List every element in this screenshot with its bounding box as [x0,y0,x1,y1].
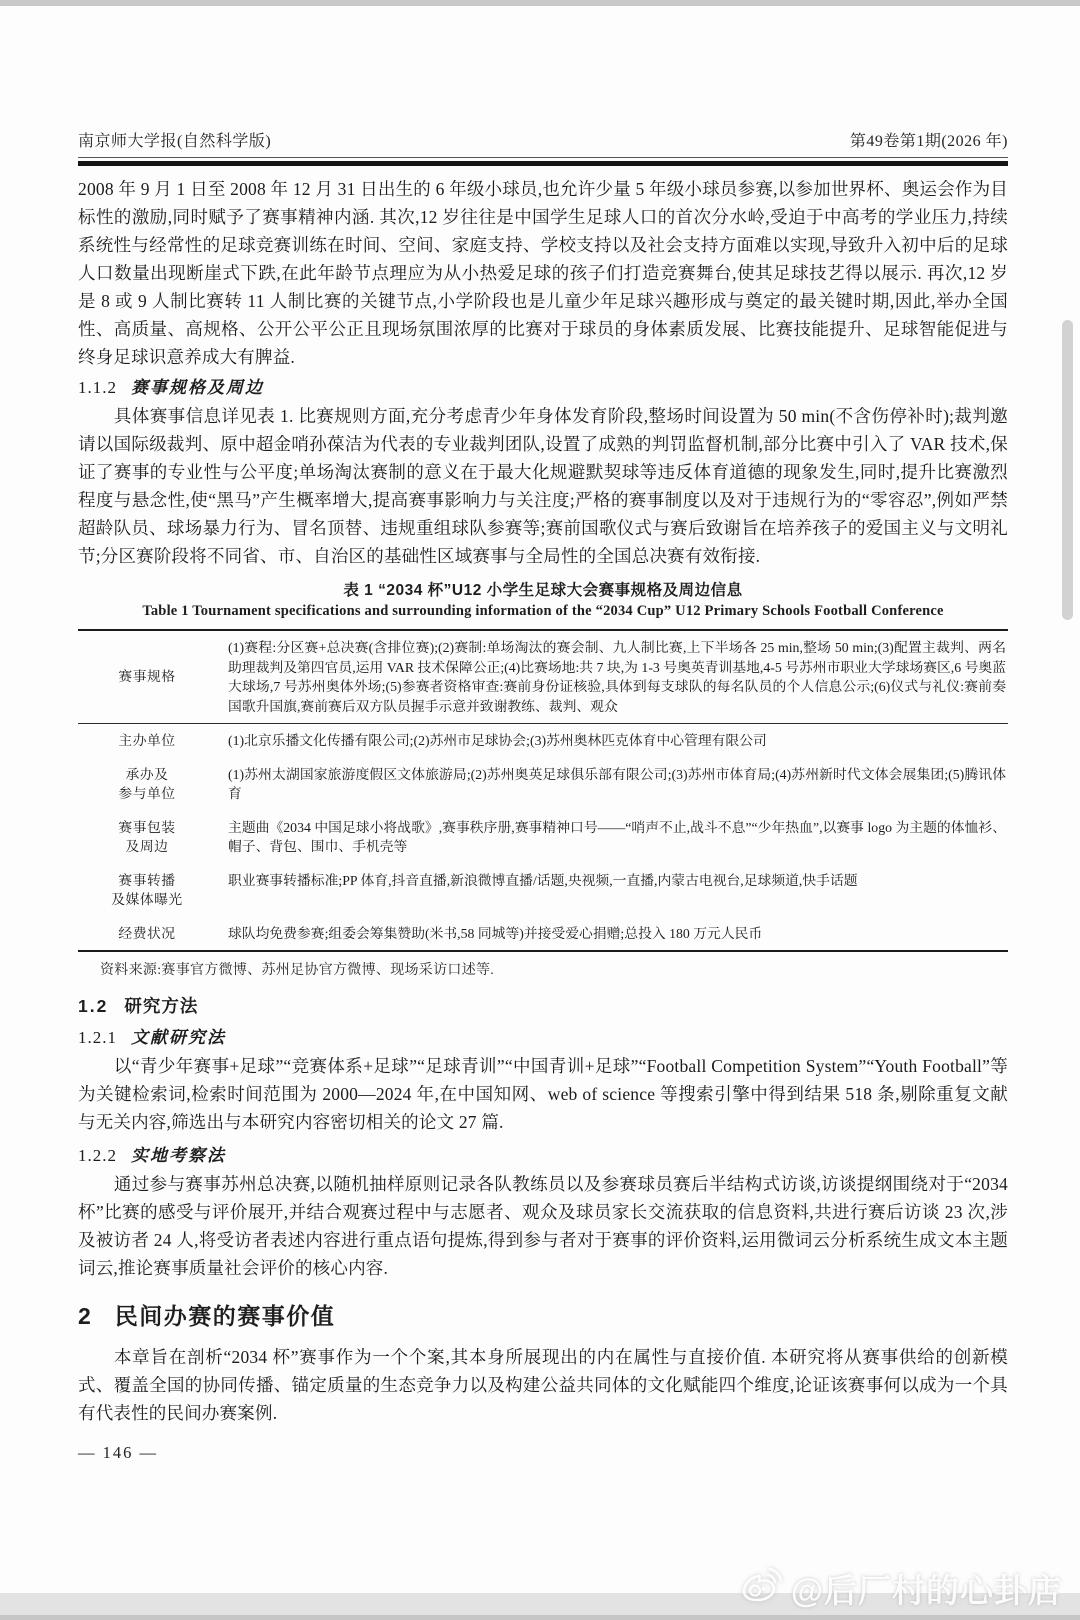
paragraph-121: 以“青少年赛事+足球”“竞赛体系+足球”“足球青训”“中国青训+足球”“Football Competition System”“Youth Football”等为关键检索词,检索时间范围为 2000—2024 年,在中国知网、web of science 等搜索引擎中得到结果 518 条,剔除重复文献与无关内容,筛选出与本研究内容密切相关的论文 27 篇. [78,1056,1008,1132]
row-label [78,724,216,758]
row-label-line: 经费状况 [118,925,176,941]
table-row [78,811,1008,864]
row-content: (1)北京乐播文化传播有限公司;(2)苏州市足球协会;(3)苏州奥林匹克体育中心管理有限公司 [228,733,767,748]
volume-issue: 第49卷第1期(2026 年) [849,133,1008,150]
row-label [78,864,216,917]
weibo-icon [741,1567,783,1611]
section-heading-112 [78,374,1008,402]
section-number: 1.2 [78,996,109,1016]
row-label-line: 赛事包装 [118,819,176,835]
row-label [78,758,216,811]
section-title: 研究方法 [124,996,199,1016]
row-label [78,917,216,951]
table-row [78,724,1008,758]
row-content: 主题曲《2034 中国足球小将战歌》,赛事秩序册,赛事精神口号——“哨声不止,战斗不息”“少年热血”,以赛事 logo 为主题的体恤衫、帽子、背包、围巾、手机壳等 [228,819,1006,854]
row-content: 职业赛事转播标准;PP 体育,抖音直播,新浪微博直播/话题,央视频,一直播,内蒙古电视台,足球频道,快手话题 [228,872,858,888]
journal-title: 南京师大学报(自然科学版) [78,133,272,150]
paragraph-2: 本章旨在剖析“2034 杯”赛事作为一个个案,其本身所展现出的内在属性与直接价值. 本研究将从赛事供给的创新模式、覆盖全国的协同传播、锚定质量的生态竞争力以及构建公益共同体的文化赋能四个维度,论证该赛事何以成为一个具有代表性的民间办赛案例. [78,1347,1008,1423]
row-content: (1)苏州太湖国家旅游度假区文体旅游局;(2)苏州奥英足球俱乐部有限公司;(3)苏州市体育局;(4)苏州新时代文体会展集团;(5)腾讯体育 [228,766,1006,801]
table-row [78,864,1008,917]
table-caption-en: Table 1 Tournament specifications and surrounding information of the “2034 Cup” U12 Primary Schools Football Conference [142,603,944,619]
row-label-line: 赛事规格 [118,669,176,685]
row-label-line: 赛事转播 [118,872,176,888]
section-number: 2 [78,1303,91,1329]
section-title: 赛事规格及周边 [131,378,264,397]
section-number: 1.1.2 [78,378,117,397]
running-header [78,128,1008,151]
row-label [78,811,216,864]
table-source-note: 资料来源:赛事官方微博、苏州足协官方微博、现场采访口述等. [100,963,495,978]
row-label-line: 承办及 [125,766,169,782]
section-heading-121 [78,1024,1008,1052]
scan-top-strip [0,0,1080,6]
page-content [78,128,1008,1463]
page-number: — 146 — [78,1443,158,1462]
paragraph-122: 通过参与赛事苏州总决赛,以随机抽样原则记录各队教练员以及参赛球员赛后半结构式访谈,访谈提纲围绕对于“2034 杯”比赛的感受与评价展开,并结合观赛过程中与志愿者、观众及球员家长交流获取的信息资料,共进行赛后访谈 23 次,涉及被访者 24 人,将受访者表述内容进行重点语句提炼,得到参与者对于赛事的评价资料,运用微词云分析系统生成文本主题词云,推论赛事质量社会评价的核心内容. [78,1174,1008,1278]
row-label-line: 及媒体曝光 [111,892,183,907]
section-title: 民间办赛的赛事价值 [114,1303,336,1329]
section-title: 实地考察法 [131,1146,226,1165]
paragraph-intro: 2008 年 9 月 1 日至 2008 年 12 月 31 日出生的 6 年级小球员,也允许少量 5 年级小球员参赛,以参加世界杯、奥运会作为目标性的激励,同时赋予了赛事精神内涵. 其次,12 岁往往是中国学生足球人口的首次分水岭,受迫于中高考的学业压力,持续系统性与经常性的足球竞赛训练在时间、空间、家庭支持、学校支持以及社会支持方面难以实现,导致升入初中后的足球人口数量出现断崖式下跌,在此年龄节点理应为从小热爱足球的孩子们打造竞赛舞台,使其足球技艺得以展示. 再次,12 岁是 8 或 9 人制比赛转 11 人制比赛的关键节点,小学阶段也是儿童少年足球兴趣形成与奠定的最关键时期,因此,举办全国性、高质量、高规格、公开公平公正且现场氛围浓厚的比赛对于球员的身体素质发展、比赛技能提升、足球智能促进与终身足球识意养成大有脾益. [78,179,1008,367]
section-heading-2 [78,1298,1008,1331]
table-row [78,631,1008,724]
section-number: 1.2.2 [78,1146,117,1165]
row-content: 球队均免费参赛;组委会筹集赞助(米书,58 同城等)并接受爱心捐赠;总投入 180 万元人民币 [228,925,763,941]
table-row [78,917,1008,951]
header-rule [78,157,1008,166]
header-rule-thin [78,157,1008,158]
row-content: (1)赛程:分区赛+总决赛(含排位赛);(2)赛制:单场淘汰的赛会制、九人制比赛,上下半场各 25 min,整场 50 min;(3)配置主裁判、两名助理裁判及第四官员,运用 VAR 技术保障公正;(4)比赛场地:共 7 块,为 1-3 号奥英青训基地,4-5 号苏州市职业大学球场赛区,6 号奥蓝大球场,7 号苏州奥体外场;(5)参赛者资格审查:赛前身份证核验,具体到每支球队的每名队员的个人信息公示;(6)仪式与礼仪:赛前奏国歌升国旗,赛前赛后双方队员握手示意并致谢教练、裁判、观众 [228,640,1006,714]
watermark-text: @后厂村的心卦店 [790,1572,1062,1609]
row-label-line: 参与单位 [118,786,176,801]
section-heading-122 [78,1142,1008,1170]
row-label [78,631,216,723]
section-number: 1.2.1 [78,1028,117,1047]
spec-table [78,629,1008,952]
row-label-line: 主办单位 [118,733,176,748]
row-label-line: 及周边 [125,839,169,854]
table-caption-cn: 表 1 “2034 杯”U12 小学生足球大会赛事规格及周边信息 [343,582,743,599]
table-row [78,758,1008,811]
paragraph-112: 具体赛事信息详见表 1. 比赛规则方面,充分考虑青少年身体发育阶段,整场时间设置为 50 min(不含伤停补时);裁判邀请以国际级裁判、原中超金哨孙葆洁为代表的专业裁判团队,设置了成熟的判罚监督机制,部分比赛中引入了 VAR 技术,保证了赛事的专业性与公平度;单场淘汰赛制的意义在于最大化规避默契球等违反体育道德的现象发生,同时,提升比赛激烈程度与悬念性,使“黑马”产生概率增大,提高赛事影响力与关注度;严格的赛事制度以及对于违规行为的“零容忍”,例如严禁超龄队员、球场暴力行为、冒名顶替、违规重组球队参赛等;赛前国歌仪式与赛后致谢旨在培养孩子的爱国主义与文明礼节;分区赛阶段将不同省、市、自治区的基础性区域赛事与全局性的全国总决赛有效衔接. [78,406,1008,566]
scrollbar-thumb[interactable] [1062,320,1073,620]
header-rule-thick [78,161,1008,166]
section-heading-12 [78,993,1008,1018]
section-title: 文献研究法 [131,1028,226,1047]
weibo-watermark [741,1565,1062,1612]
